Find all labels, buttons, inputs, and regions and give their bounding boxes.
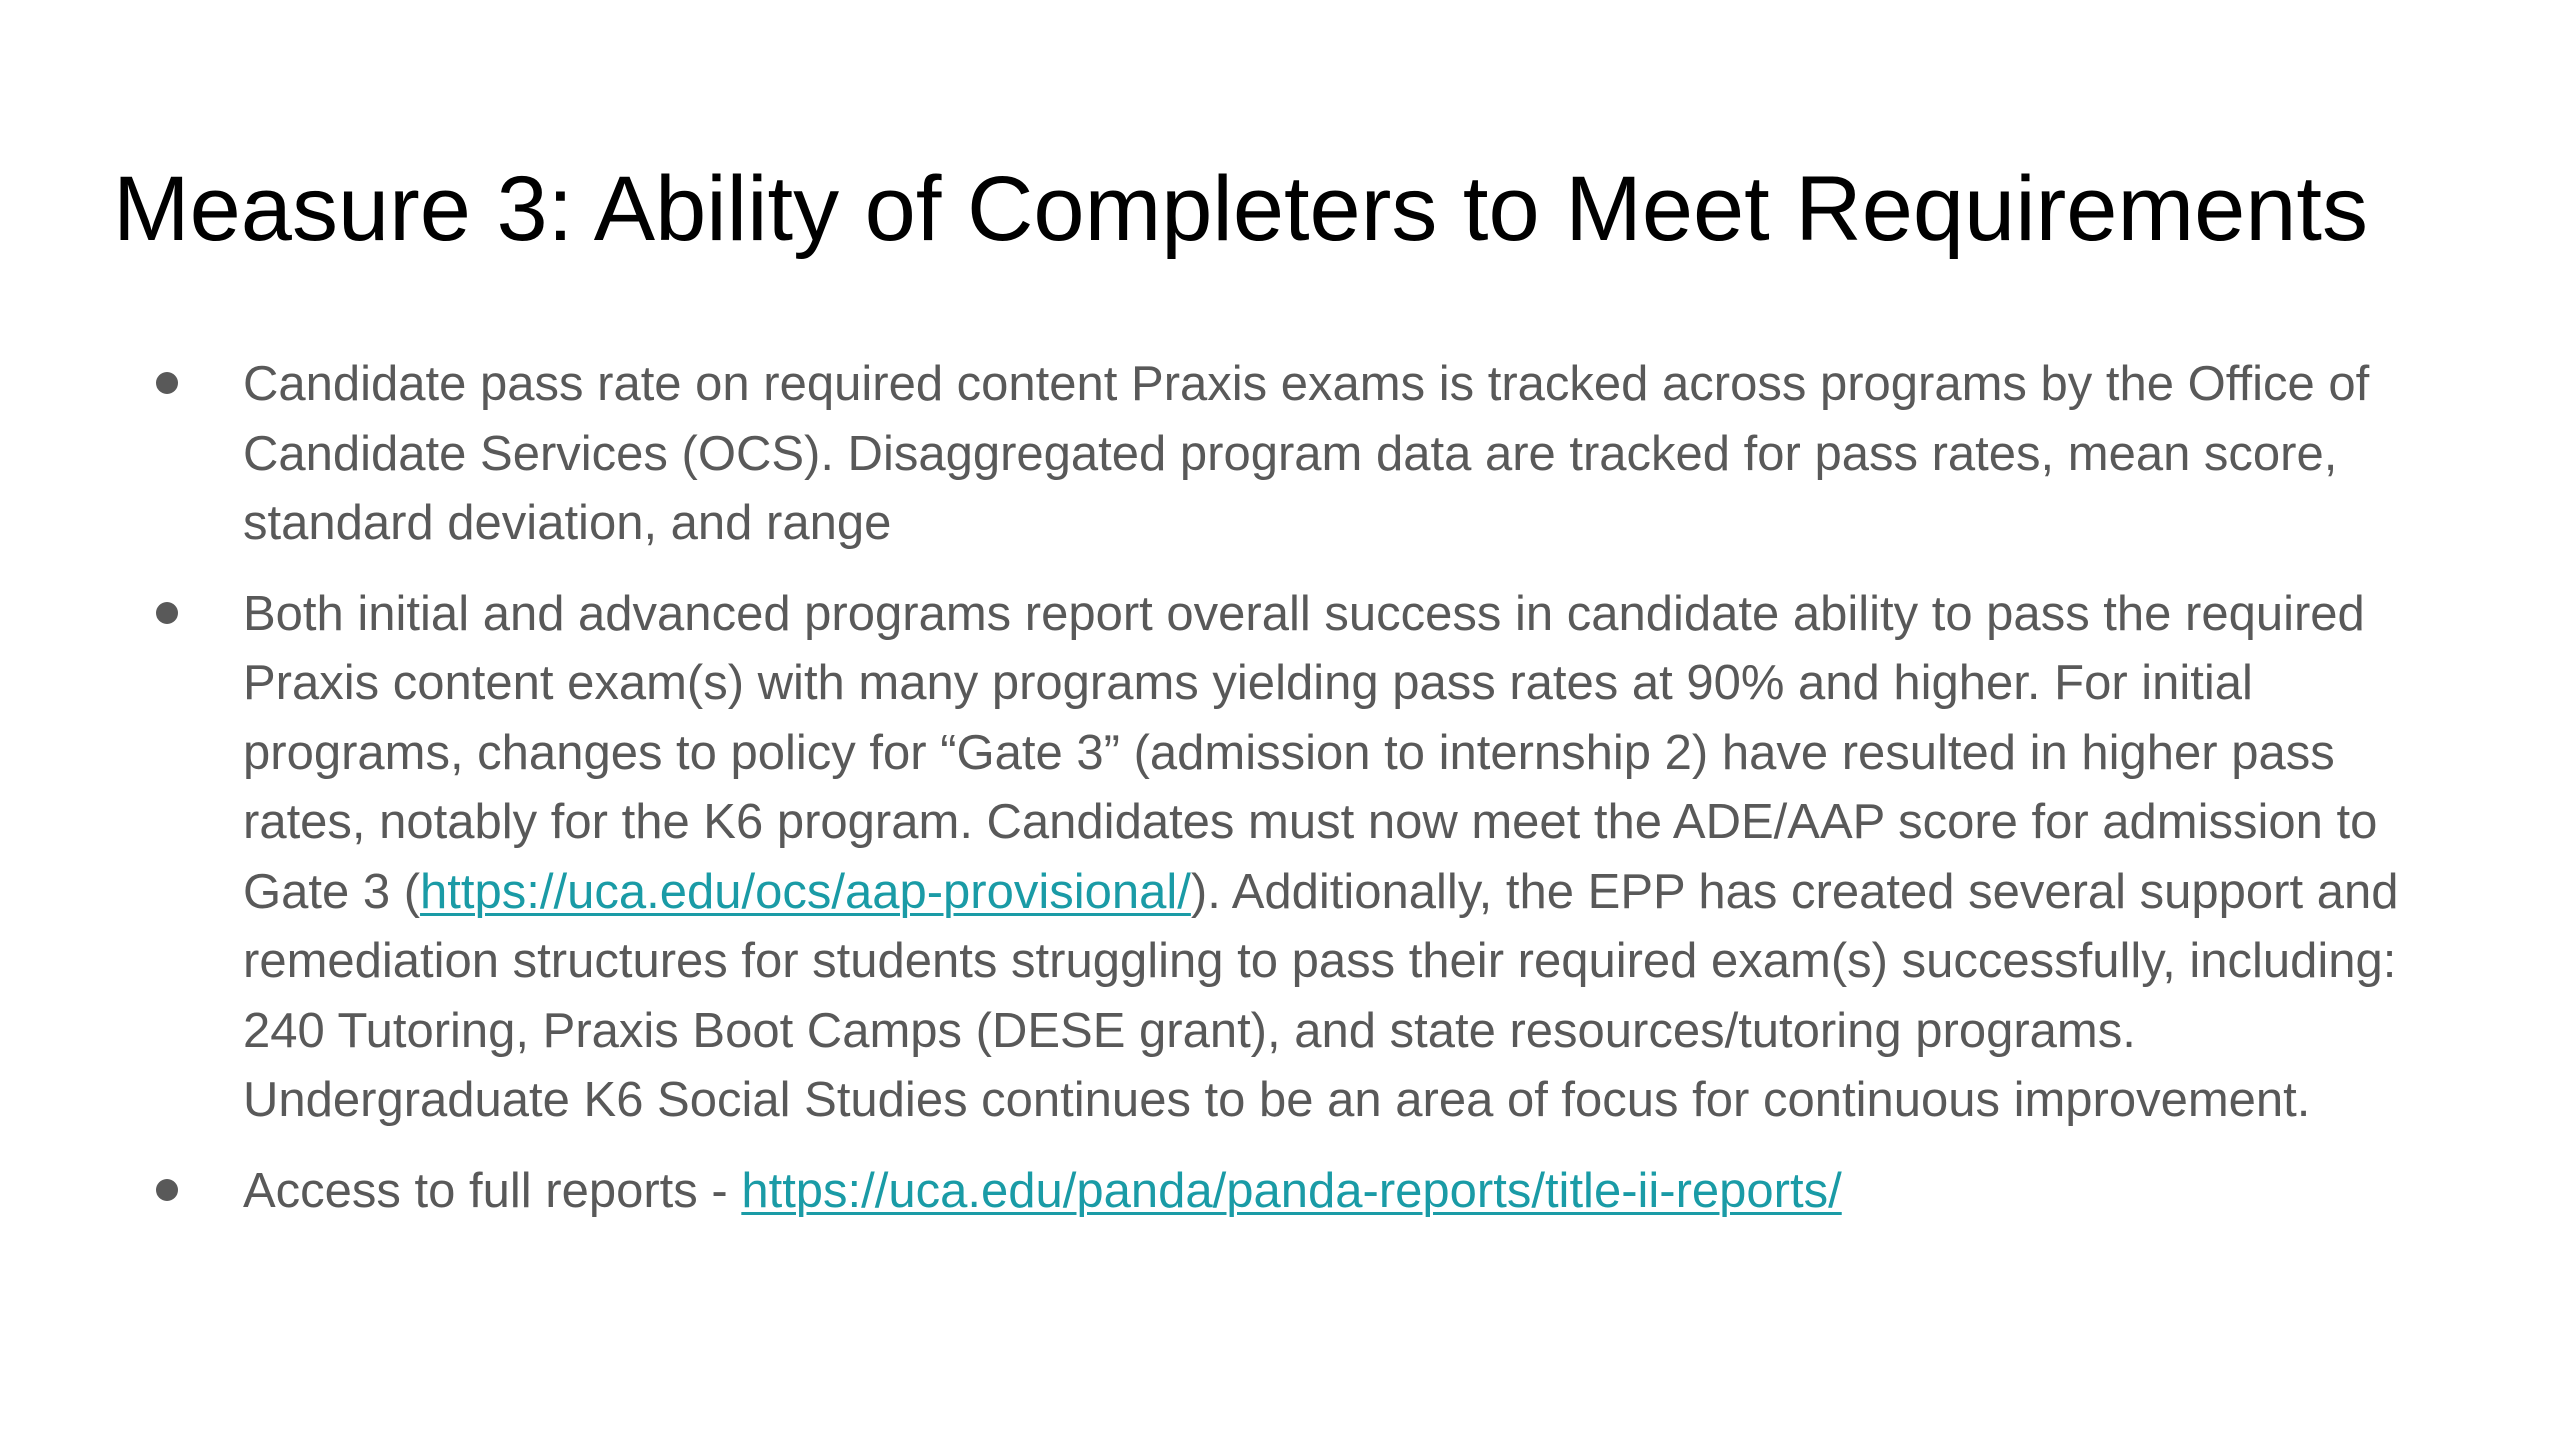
slide-title: Measure 3: Ability of Completers to Meet Requirements bbox=[113, 158, 2368, 260]
bullet-list bbox=[150, 350, 2470, 1247]
bullet-dot-icon bbox=[156, 1179, 178, 1201]
bullet-item-full-reports bbox=[150, 1157, 2470, 1227]
bullet-dot-icon bbox=[156, 602, 178, 624]
bullet-text-before-link: Both initial and advanced programs report overall success in candidate ability to pass the required Praxis content exam(s) with many programs yielding pass rates at 90% and higher. For initial programs, changes to policy for “Gate 3” (admission to internship 2) have resulted in higher pass rates, notably for the K6 program. Candidates must now meet the ADE/AAP score for admission to Gate 3 ( bbox=[243, 586, 2378, 919]
bullet-item-pass-rate bbox=[150, 350, 2470, 559]
bullet-dot-icon bbox=[156, 372, 178, 394]
bullet-item-program-success bbox=[150, 580, 2470, 1136]
bullet-text: Candidate pass rate on required content Praxis exams is tracked across programs by the Office of Candidate Services (OCS). Disaggregated program data are tracked for pass rates, mean score, standard deviation, and range bbox=[243, 357, 2370, 550]
title-ii-reports-link[interactable]: https://uca.edu/panda/panda-reports/title-ii-reports/ bbox=[741, 1163, 1842, 1218]
aap-provisional-link[interactable]: https://uca.edu/ocs/aap-provisional/ bbox=[420, 864, 1191, 919]
bullet-text-before-link: Access to full reports - bbox=[243, 1163, 742, 1218]
bullet-text-after-link: ). Additionally, the EPP has created several support and remediation structures for students struggling to pass their required exam(s) successfully, including: 240 Tutoring, Praxis Boot Camps (DESE grant), and state resources/tutoring programs. Undergraduate K6 Social Studies continues to be an area of focus for continuous improvement. bbox=[243, 864, 2399, 1127]
